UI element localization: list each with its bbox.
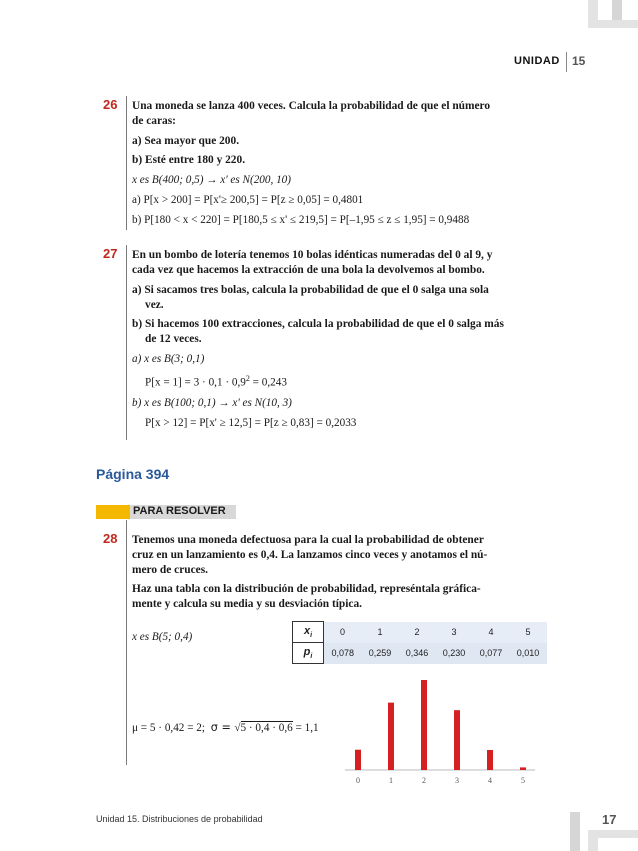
exercise-27-part-b-1: b) Si hacemos 100 extracciones, calcula la probabilidad de que el 0 salga más (132, 318, 504, 330)
table-cell-p-0: 0,078 (324, 643, 362, 664)
table-cell-x-3: 3 (436, 622, 473, 643)
exercise-26-solution-line: x es B(400; 0,5) → x' es N(200, 10) (132, 174, 291, 186)
chart-bar-2 (421, 680, 427, 770)
exercise-28-task-2: mente y calcula su media y su desviación típica. (132, 598, 363, 610)
chart-tick-labels (356, 776, 525, 785)
distribution-table (292, 621, 547, 664)
corner-decoration-top-outer (612, 0, 622, 20)
exercise-27-part-a-2: vez. (145, 299, 164, 311)
chart-tick-label-2: 2 (422, 776, 426, 785)
exercise-27-solution-a-2-exponent: 2 (245, 374, 250, 383)
exercise-28-sigma: σ = (210, 721, 235, 734)
exercise-26-solution-a: a) P[x > 200] = P[x'≥ 200,5] = P[z ≥ 0,05] = 0,4801 (132, 194, 364, 206)
distribution-table-header-p: $p_i$ (293, 643, 324, 664)
exercise-28-mean: μ = 5 · 0,42 = 2; (132, 722, 205, 734)
exercise-28-statement-2: cruz en un lanzamiento es 0,4. La lanzamos cinco veces y anotamos el nú- (132, 549, 488, 561)
exercise-27-solution-b-1: b) x es B(100; 0,1) → x' es N(10, 3) (132, 397, 292, 409)
exercise-rule-26 (126, 96, 127, 230)
exercise-26-statement-1: Una moneda se lanza 400 veces. Calcula la probabilidad de que el número (132, 100, 491, 112)
exercise-28-statement-3: mero de cruces. (132, 564, 209, 576)
chart-bar-5 (520, 767, 526, 770)
exercise-27-statement-2: cada vez que hacemos la extracción de una bola la devolvemos al bombo. (132, 264, 485, 276)
footer-text: Unidad 15. Distribuciones de probabilidad (96, 814, 263, 824)
chart-tick-label-3: 3 (455, 776, 459, 785)
chart-bar-4 (487, 750, 493, 770)
table-cell-p-2: 0,346 (399, 643, 436, 664)
exercise-number-26: 26 (103, 97, 118, 112)
exercise-26-statement-2: de caras: (132, 115, 176, 127)
chart-tick-label-1: 1 (389, 776, 393, 785)
unit-header-divider (566, 52, 567, 72)
exercise-27-solution-b-2: P[x > 12] = P[x' ≥ 12,5] = P[z ≥ 0,83] = 0,2033 (145, 417, 357, 429)
exercise-27-part-b-2: de 12 veces. (145, 333, 202, 345)
section-label: PARA RESOLVER (133, 505, 226, 517)
exercise-28-statement-1: Tenemos una moneda defectuosa para la cual la probabilidad de obtener (132, 534, 484, 546)
chart-bars (355, 680, 526, 770)
exercise-27-solution-a-1: a) x es B(3; 0,1) (132, 353, 205, 365)
exercise-27-solution-a-2-main: P[x = 1] = 3 · 0,1 · 0,9 (145, 376, 246, 389)
table-cell-x-5: 5 (510, 622, 547, 643)
table-cell-p-4: 0,077 (473, 643, 510, 664)
exercise-rule-27 (126, 245, 127, 440)
section-label-accent (96, 505, 130, 519)
exercise-27-solution-a-2 (145, 371, 287, 391)
page-heading: Página 394 (96, 466, 170, 482)
unit-number: 15 (572, 54, 586, 68)
exercise-27-solution-a-2-end: = 0,243 (249, 376, 287, 389)
exercise-28-sd-result: = 1,1 (292, 722, 319, 734)
distribution-table-row-x (293, 622, 547, 643)
distribution-table-header-x: $x_i$ (293, 622, 324, 643)
exercise-number-28: 28 (103, 531, 118, 546)
corner-decoration-bottom-side (570, 812, 580, 851)
table-cell-p-3: 0,230 (436, 643, 473, 664)
table-cell-x-1: 1 (362, 622, 399, 643)
table-cell-p-1: 0,259 (362, 643, 399, 664)
exercise-26-solution-b: b) P[180 < x < 220] = P[180,5 ≤ x' ≤ 219,5] = P[–1,95 ≤ z ≤ 1,95] = 0,9488 (132, 214, 470, 226)
chart-tick-label-4: 4 (488, 776, 492, 785)
page-number: 17 (602, 812, 617, 827)
distribution-table-row-p (293, 643, 547, 664)
exercise-27-statement-1: En un bombo de lotería tenemos 10 bolas idénticas numeradas del 0 al 9, y (132, 249, 493, 261)
exercise-number-27: 27 (103, 246, 118, 261)
exercise-26-part-b: b) Esté entre 180 y 220. (132, 154, 246, 166)
chart-bar-3 (454, 710, 460, 770)
corner-decoration-top-bar (588, 20, 638, 28)
section-label-band (130, 505, 236, 519)
exercise-28-mean-sd (132, 720, 319, 736)
table-cell-x-2: 2 (399, 622, 436, 643)
chart-bar-1 (388, 703, 394, 770)
chart-bar-0 (355, 750, 361, 770)
exercise-26-part-a: a) Sea mayor que 200. (132, 135, 240, 147)
chart-tick-label-0: 0 (356, 776, 360, 785)
distribution-table-container (292, 621, 547, 664)
corner-decoration-bottom-bar (588, 830, 638, 838)
table-cell-x-4: 4 (473, 622, 510, 643)
unit-label: UNIDAD (514, 55, 560, 67)
table-cell-x-0: 0 (324, 622, 362, 643)
unit-header (500, 54, 600, 72)
exercise-28-task-1: Haz una tabla con la distribución de probabilidad, represéntala gráfica- (132, 583, 481, 595)
exercise-rule-28 (126, 520, 127, 765)
exercise-28-solution-distribution: x es B(5; 0,4) (132, 631, 193, 643)
chart-tick-label-5: 5 (521, 776, 525, 785)
exercise-28-sd-radicand: 5 · 0,4 · 0,6 (240, 722, 293, 734)
probability-bar-chart (345, 676, 545, 791)
sqrt-icon: √ (234, 722, 241, 734)
table-cell-p-5: 0,010 (510, 643, 547, 664)
exercise-27-part-a-1: a) Si sacamos tres bolas, calcula la probabilidad de que el 0 salga una sola (132, 284, 489, 296)
